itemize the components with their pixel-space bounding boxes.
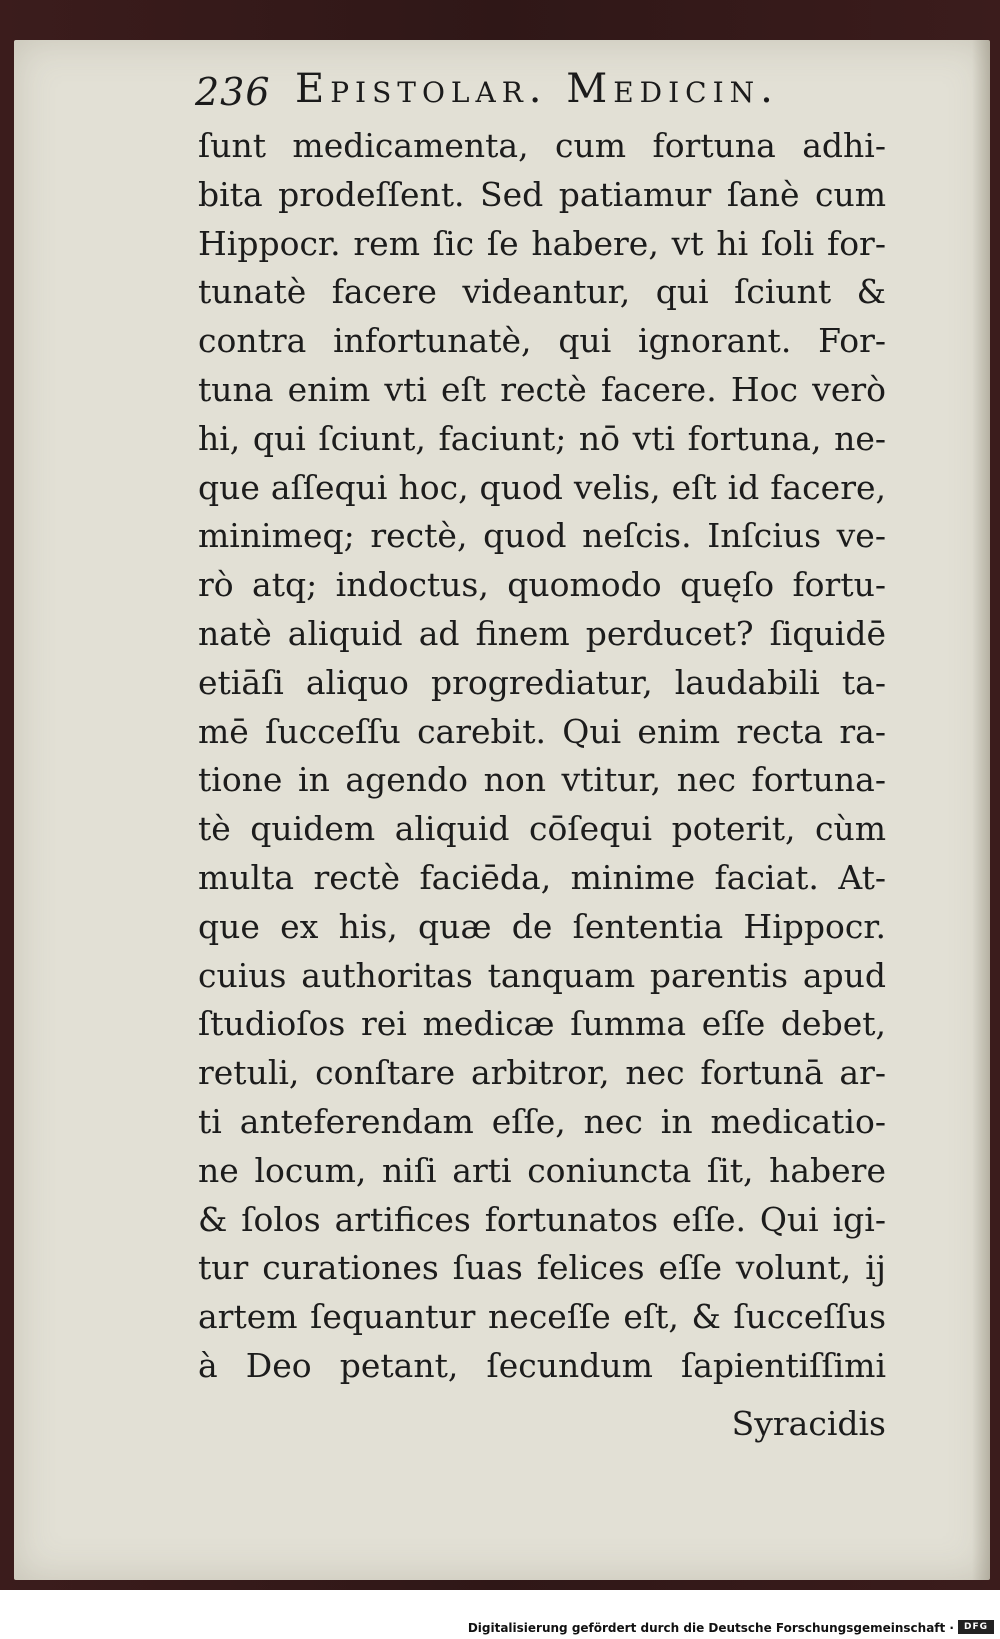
- page-number: 236: [195, 70, 271, 114]
- footer-bar: [0, 1590, 1000, 1639]
- text-line: que aſſequi hoc, quod velis, eſt id facere,: [198, 467, 886, 507]
- text-line: ſtudioſos rei medicæ ſumma eſſe debet,: [198, 1004, 886, 1044]
- text-line: mē ſucceſſu carebit. Qui enim recta ra-: [198, 711, 886, 751]
- text-line: bita prodeſſent. Sed patiamur ſanè cum: [198, 174, 886, 214]
- text-line: natè aliquid ad finem perducet? ſiquidē: [198, 613, 886, 653]
- text-line: à Deo petant, ſecundum ſapientiſſimi: [198, 1345, 886, 1385]
- text-line: tè quidem aliquid cōſequi poterit, cùm: [198, 809, 886, 849]
- body-text: [198, 122, 886, 1391]
- page-header: [195, 60, 875, 120]
- funding-credit: Digitalisierung gefördert durch die Deutsche Forschungsgemeinschaft ·: [467, 1621, 954, 1635]
- text-line: multa rectè faciēda, minime faciat. At-: [198, 857, 886, 897]
- text-line: tur curationes ſuas felices eſſe volunt, ij: [198, 1248, 886, 1288]
- text-line: artem ſequantur neceſſe eſt, & ſucceſſus: [198, 1297, 886, 1337]
- text-line: ti anteferendam eſſe, nec in medicatio-: [198, 1101, 886, 1141]
- text-line: tuna enim vti eſt rectè facere. Hoc verò: [198, 369, 886, 409]
- text-line: & ſolos artifices fortunatos eſſe. Qui igi-: [198, 1199, 886, 1239]
- text-line: retuli, conſtare arbitror, nec fortunā ar-: [198, 1053, 886, 1093]
- text-line: contra infortunatè, qui ignorant. For-: [198, 321, 886, 361]
- text-line: tione in agendo non vtitur, nec fortuna-: [198, 760, 886, 800]
- text-line: que ex his, quæ de ſententia Hippocr.: [198, 906, 886, 946]
- catchword: Syracidis: [731, 1404, 886, 1443]
- running-title: Epistolar. Medicin.: [295, 66, 779, 112]
- text-line: hi, qui ſciunt, faciunt; nō vti fortuna, ne-: [198, 418, 886, 458]
- text-line: minimeq; rectè, quod neſcis. Inſcius ve-: [198, 516, 886, 556]
- text-line: ne locum, niſi arti coniuncta ſit, habere: [198, 1150, 886, 1190]
- text-line: tunatè facere videantur, qui ſciunt &: [198, 272, 886, 312]
- catchword-row: [198, 1404, 886, 1452]
- text-line: Hippocr. rem ſic ſe habere, vt hi ſoli for-: [198, 223, 886, 263]
- page-edge-shadow: [972, 40, 990, 1580]
- dfg-logo: DFG: [958, 1620, 994, 1634]
- text-line: etiāſi aliquo progrediatur, laudabili ta-: [198, 662, 886, 702]
- text-line: cuius authoritas tanquam parentis apud: [198, 955, 886, 995]
- text-line: ſunt medicamenta, cum fortuna adhi-: [198, 126, 886, 165]
- text-line: rò atq; indoctus, quomodo quęſo fortu-: [198, 565, 886, 605]
